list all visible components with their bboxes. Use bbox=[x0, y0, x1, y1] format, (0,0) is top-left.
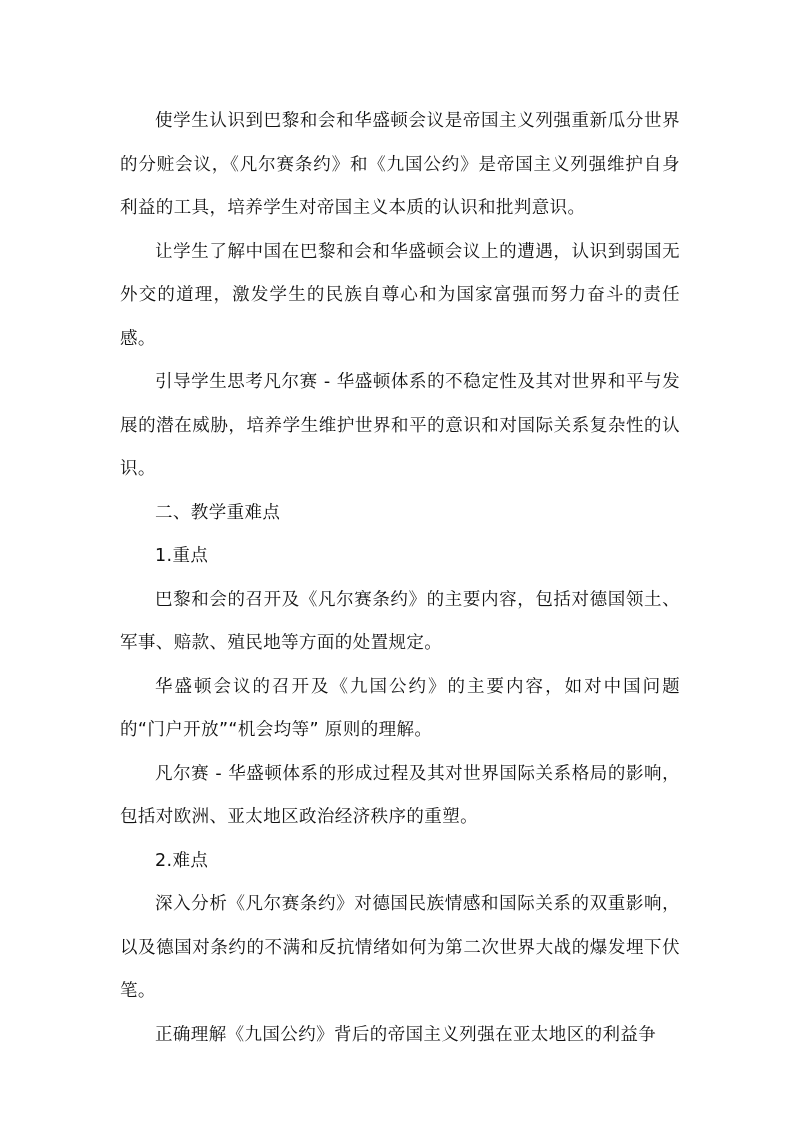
key-point-item: 巴黎和会的召开及《凡尔赛条约》的主要内容，包括对德国领土、军事、赔款、殖民地等方面的处置规定。 bbox=[120, 589, 680, 653]
key-points-heading: 1.重点 bbox=[155, 546, 209, 566]
difficult-points-heading: 2.难点 bbox=[155, 850, 209, 871]
key-point-item: 凡尔赛 - 华盛顿体系的形成过程及其对世界国际关系格局的影响，包括对欧洲、亚太地区政治经济秩序的重塑。 bbox=[120, 763, 680, 827]
objective-paragraph: 使学生认识到巴黎和会和华盛顿会议是帝国主义列强重新瓜分世界的分赃会议，《凡尔赛条约》和《九国公约》是帝国主义列强维护自身利益的工具，培养学生对帝国主义本质的认识和批判意识。 bbox=[120, 111, 680, 218]
document-body bbox=[120, 100, 680, 1057]
section-heading: 二、教学重难点 bbox=[155, 502, 281, 523]
objective-paragraph: 让学生了解中国在巴黎和会和华盛顿会议上的遭遇，认识到弱国无外交的道理，激发学生的民族自尊心和为国家富强而努力奋斗的责任感。 bbox=[120, 241, 680, 349]
objective-paragraph: 引导学生思考凡尔赛 - 华盛顿体系的不稳定性及其对世界和平与发展的潜在威胁，培养学生维护世界和平的意识和对国际关系复杂性的认识。 bbox=[120, 372, 680, 479]
difficult-point-item: 正确理解《九国公约》背后的帝国主义列强在亚太地区的利益争 bbox=[155, 1024, 657, 1045]
difficult-point-item: 深入分析《凡尔赛条约》对德国民族情感和国际关系的双重影响，以及德国对条约的不满和反抗情绪如何为第二次世界大战的爆发埋下伏笔。 bbox=[120, 894, 680, 1001]
key-point-item: 华盛顿会议的召开及《九国公约》的主要内容，如对中国问题的“门户开放”“机会均等” 原则的理解。 bbox=[120, 676, 680, 740]
